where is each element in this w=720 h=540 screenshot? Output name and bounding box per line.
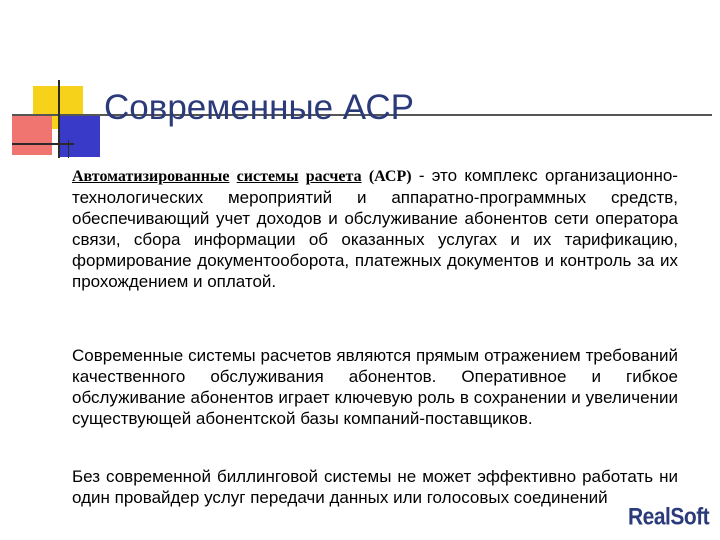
definition-text: - это комплекс организационно-технологических мероприятий и аппаратно-программных средств, обеспечивающий учет доходов и обслуживание абонентов сети оператора связи, сбора информации об оказанных услугах и их тарификацию, формирование документооборота, платежных документов и контроль за их прохождением и оплатой. — [72, 166, 678, 291]
term-systems: системы — [236, 168, 299, 185]
blue-square-decoration — [58, 115, 100, 157]
red-square-decoration — [12, 115, 52, 155]
paragraph-modern-systems: Современные системы расчетов являются прямым отражением требований качественного обслуживания абонентов. Оперативное и гибкое обслуживание абонентов играет ключевую роль в сохранении и увеличении существующей абонентской базы компаний-поставщиков. — [72, 346, 678, 428]
paragraph-billing: Без современной биллинговой системы не может эффективно работать ни один провайдер услуг передачи данных или голосовых соединений — [72, 467, 678, 507]
abbreviation-acr: (АСР) — [368, 168, 412, 185]
short-vertical-rule — [68, 140, 69, 158]
short-horizontal-rule — [12, 143, 74, 145]
definition-paragraph — [72, 165, 678, 292]
term-calculation: расчета — [305, 168, 362, 185]
realsoft-logo: RealSoft — [628, 504, 710, 531]
term-automated: Автоматизированные — [72, 168, 230, 185]
vertical-rule — [58, 80, 60, 158]
slide-title: Современные АСР — [104, 88, 414, 127]
